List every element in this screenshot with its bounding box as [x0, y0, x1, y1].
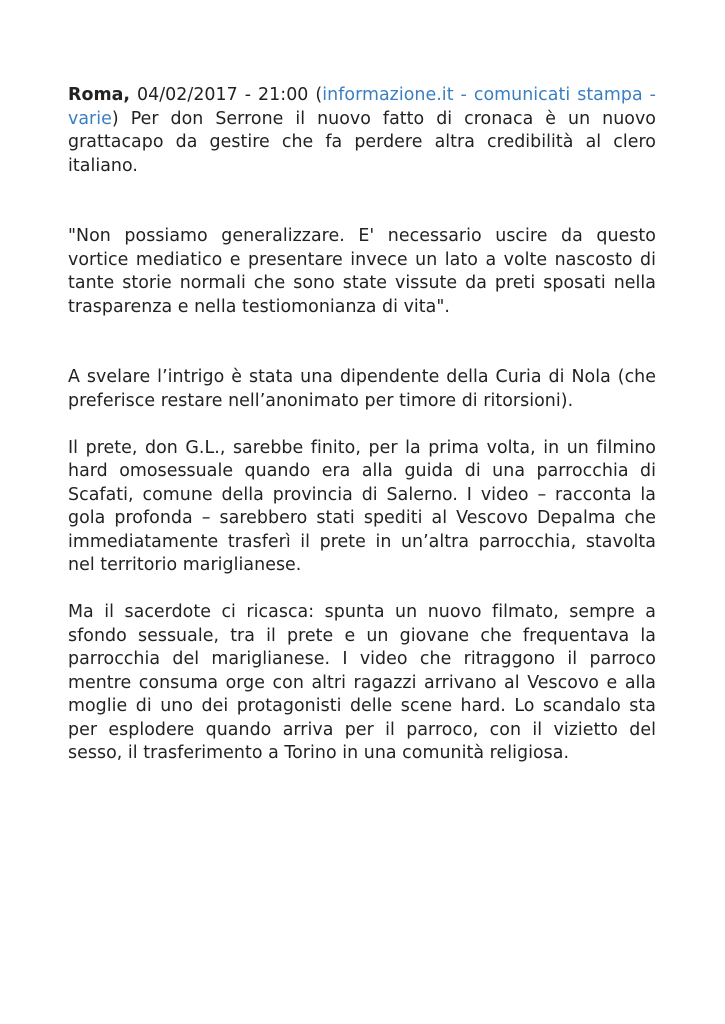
body-paragraph: Ma il sacerdote ci ricasca: spunta un nuovo filmato, sempre a sfondo sessuale, tra il prete e un giovane che frequentava la parrocchia del mariglianese. I video che ritraggono il parroco mentre consuma orge con altri ragazzi arrivano al Vescovo e alla moglie di uno dei protagonisti delle scene hard. Lo scandalo sta per esplodere quando arriva per il parroco, con il vizietto del sesso, il trasferimento a Torino in una comunità religiosa. [68, 602, 656, 763]
source-close-paren: ) [111, 108, 119, 129]
source-open-paren: ( [315, 85, 323, 105]
document-body [68, 84, 656, 766]
body-paragraph: A svelare l’intrigo è stata una dipendente della Curia di Nola (che preferisce restare nell’anonimato per timore di ritorsioni). [68, 367, 656, 411]
source-link[interactable]: informazione.it - comunicati stampa - varie [68, 85, 656, 129]
quote-paragraph: "Non possiamo generalizzare. E' necessario uscire da questo vortice mediatico e presentare invece un lato a volte nascosto di tante storie normali che sono state vissute da preti sposati nella trasparenza e nella testiomonianza di vita". [68, 226, 656, 317]
dateline-datetime: 04/02/2017 - 21:00 [130, 85, 316, 105]
body-paragraph: Il prete, don G.L., sarebbe finito, per la prima volta, in un filmino hard omosessuale quando era alla guida di una parrocchia di Scafati, comune della provincia di Salerno. I video – racconta la gola profonda – sarebbero stati spediti al Vescovo Depalma che immediatamente trasferì il prete in un’altra parrocchia, stavolta nel territorio mariglianese. [68, 437, 656, 575]
dateline-city: Roma, [68, 85, 131, 105]
lead-text: Per don Serrone il nuovo fatto di cronaca è un nuovo grattacapo da gestire che fa perdere altra credibilità al clero italiano. [68, 108, 656, 176]
lead-paragraph [68, 84, 656, 178]
